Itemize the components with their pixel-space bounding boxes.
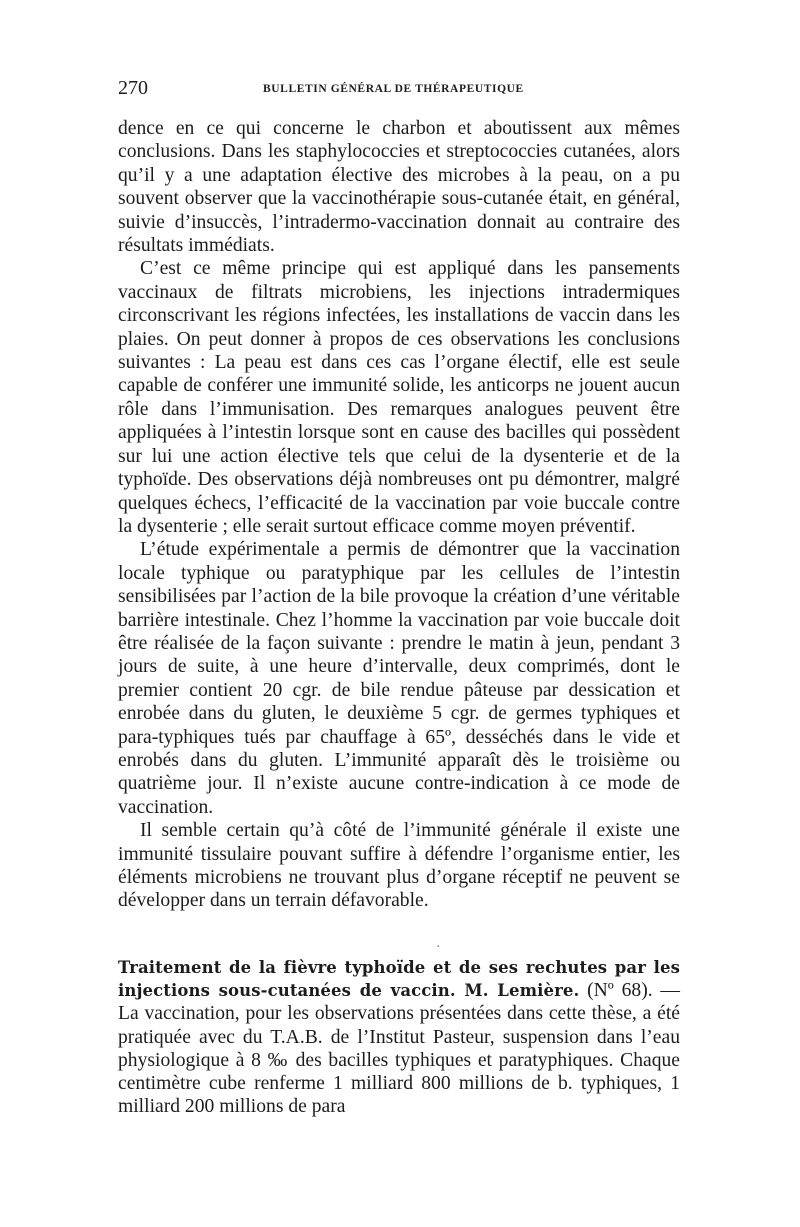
paragraph-continuation: dence en ce qui concerne le charbon et aboutissent aux mêmes conclusions. Dans les staphylococcies et streptococcies cutanées, alors qu’il y a une adaptation élective des microbes à la peau, on a pu souvent observer que la vaccinothérapie sous-cutanée était, en général, suivie d’insuccès, l’intradermo-vaccination donnait au contraire des résultats immédiats.: [118, 118, 680, 257]
section-break-dot: ·: [436, 940, 441, 955]
paragraph-vaccine-dressings: C’est ce même principe qui est appliqué dans les pansements vaccinaux de filtrats microbiens, les injections intradermiques circonscrivant les régions infectées, les installations de vaccin dans les plaies. On peut donner à propos de ces observations les conclusions suivantes : La peau est dans ces cas l’organe électif, elle est seule capable de conférer une immunité solide, les anticorps ne jouent aucun rôle dans l’immunisation. Des remarques analogues peuvent être appliquées à l’intestin lorsque sont en cause des bacilles qui possèdent sur lui une action élective tels que celui de la dysenterie et de la typhoïde. Des observations déjà nombreuses ont pu démontrer, malgré quelques échecs, l’efficacité de la vaccination par voie buccale contre la dysenterie ; elle serait surtout efficace comme moyen préventif.: [118, 258, 680, 537]
section-title: Traitement de la fièvre typhoïde et de ses rechutes par les injections sous-cutanées de vaccin. M. Lemière.: [118, 958, 680, 1001]
paragraph-tissue-immunity: Il semble certain qu’à côté de l’immunité générale il existe une immunité tissulaire pouvant suffire à défendre l’organisme entier, les éléments microbiens ne trouvant plus d’organe réceptif ne peuvent se développer dans un terrain défavorable.: [118, 820, 680, 912]
page-header: [118, 74, 680, 102]
paragraph-oral-vaccination: L’étude expérimentale a permis de démontrer que la vaccination locale typhique ou paratyphique par les cellules de l’intestin sensibilisées par l’action de la bile provoque la création d’une véritable barrière intestinale. Chez l’homme la vaccination par voie buccale doit être réalisée de la façon suivante : prendre le matin à jeun, pendant 3 jours de suite, à une heure d’intervalle, deux comprimés, dont le premier contient 20 cgr. de bile rendue pâteuse par dessication et enrobée dans du gluten, le deuxième 5 cgr. de germes typhiques et para-typhiques tués par chauffage à 65º, desséchés dans le vide et enrobés dans du gluten. L’immunité apparaît dès le troisième ou quatrième jour. Il n’existe aucune contre-indication à ce mode de vaccination.: [118, 539, 680, 818]
abstract-section: [118, 956, 680, 1118]
running-title: BULLETIN GÉNÉRAL DE THÉRAPEUTIQUE: [263, 83, 524, 95]
page-number: 270: [118, 77, 148, 99]
article-body: [118, 117, 680, 913]
abstract-paragraph: [118, 956, 680, 1118]
section-text: (Nº 68). — La vaccination, pour les observations présentées dans cette thèse, a été pratiquée avec du T.A.B. de l’Institut Pasteur, suspension dans l’eau physiologique à 8 ‰ des bacilles typhiques et paratyphiques. Chaque centimètre cube renferme 1 milliard 800 millions de b. typhiques, 1 milliard 200 millions de para: [118, 980, 680, 1118]
